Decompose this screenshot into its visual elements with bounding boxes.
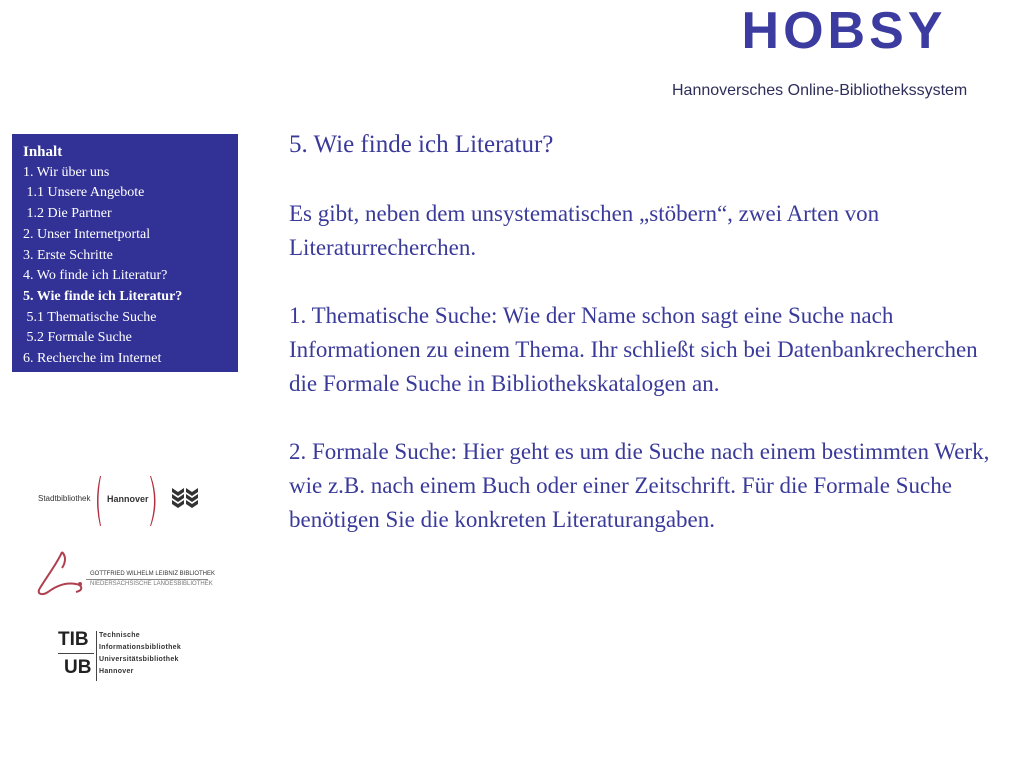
toc-item-die-partner[interactable]: 1.2 Die Partner — [23, 206, 112, 222]
tib-label: TIB — [58, 629, 89, 650]
gwlb-logo[interactable] — [32, 548, 216, 604]
toc-item-wir-ueber-uns[interactable]: 1. Wir über uns — [23, 164, 110, 180]
table-of-contents — [12, 134, 238, 372]
tib-vertical-divider — [96, 631, 97, 681]
stadtbibliothek-label: Stadtbibliothek — [38, 494, 91, 503]
toc-item-wo-finde-ich-literatur[interactable]: 4. Wo finde ich Literatur? — [23, 268, 168, 284]
hobsy-logo: HOBSY — [741, 2, 947, 60]
stadtbibliothek-hannover-logo[interactable] — [34, 474, 204, 528]
tib-line3: Universitätsbibliothek — [99, 656, 179, 663]
intro-paragraph: Es gibt, neben dem unsystematischen „stöbern“, zwei Arten von Literaturrecherchen. — [289, 201, 880, 260]
thematic-search-paragraph: 1. Thematische Suche: Wie der Name schon sagt eine Suche nach Informationen zu einem Thema. Ihr schließt sich bei Datenbankrecherchen die Formale Suche in Bibliothekskatalogen an. — [289, 303, 978, 396]
logo-subtitle: Hannoversches Online-Bibliothekssystem — [672, 82, 968, 99]
tib-ub-divider — [58, 653, 94, 654]
toc-item-formale-suche[interactable]: 5.2 Formale Suche — [23, 330, 132, 346]
toc-item-erste-schritte[interactable]: 3. Erste Schritte — [23, 247, 113, 263]
hannover-label: Hannover — [107, 494, 149, 504]
gwlb-line2: NIEDERSÄCHSISCHE LANDESBIBLIOTHEK — [90, 581, 213, 587]
formal-search-paragraph: 2. Formale Suche: Hier geht es um die Suche nach einem bestimmten Werk, wie z.B. nach einem Buch oder einer Zeitschrift. Für die Formale Suche benötigen Sie die konkreten Literaturangaben. — [289, 439, 990, 532]
gwlb-line1: GOTTFRIED WILHELM LEIBNIZ BIBLIOTHEK — [90, 571, 216, 577]
toc-item-recherche-im-internet[interactable]: 6. Recherche im Internet — [23, 351, 162, 367]
toc-item-wie-finde-ich-literatur[interactable]: 5. Wie finde ich Literatur? — [23, 288, 183, 304]
main-content — [289, 127, 999, 571]
toc-item-unsere-angebote[interactable]: 1.1 Unsere Angebote — [23, 185, 145, 201]
tib-ub-logo[interactable] — [58, 627, 203, 685]
toc-item-thematische-suche[interactable]: 5.1 Thematische Suche — [23, 309, 157, 325]
toc-heading: Inhalt — [23, 144, 63, 160]
leibniz-signature-icon — [32, 548, 92, 604]
tib-line4: Hannover — [99, 668, 134, 675]
tib-line1: Technische — [99, 632, 140, 639]
ub-label: UB — [64, 657, 92, 678]
page-title: 5. Wie finde ich Literatur? — [289, 131, 554, 158]
toc-item-unser-internetportal[interactable]: 2. Unser Internetportal — [23, 226, 151, 242]
gwlb-divider — [86, 579, 208, 580]
tib-line2: Informationsbibliothek — [99, 644, 182, 651]
